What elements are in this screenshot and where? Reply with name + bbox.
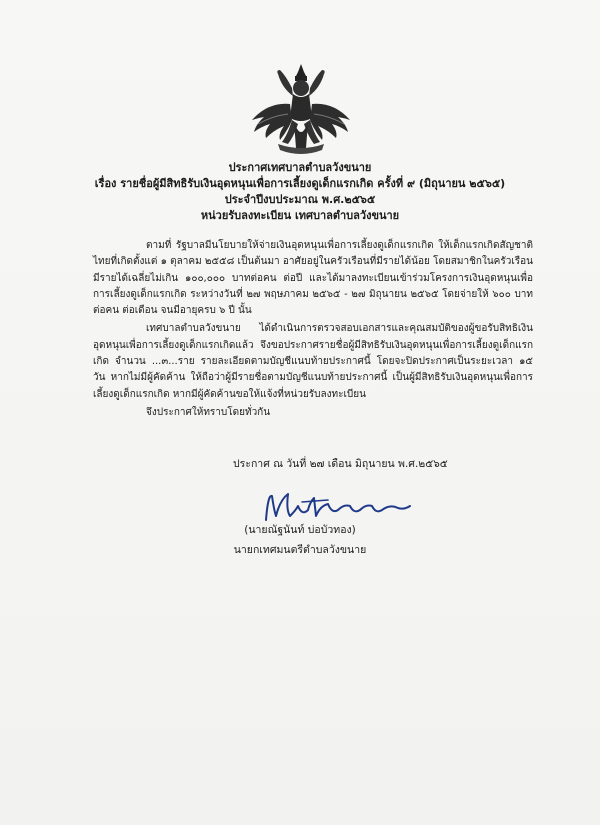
paragraph-2-text: เทศบาลตำบลวังขนาย ได้ดำเนินการตรวจสอบเอกสารและคุณสมบัติของผู้ขอรับสิทธิเงินอุดหนุนเพื่อการเลี้ยงดูเด็กแรกเกิดแล้ว จึงขอประกาศรายชื่อผู้มีสิทธิรับเงินอุดหนุนเพื่อการเลี้ยงดูเด็กแรกเกิด จำนวน ...๓...ราย รายละเอียดตามบัญชีแนบท้ายประกาศนี้ โดยจะปิดประกาศเป็นระยะเวลา ๑๕ วัน หากไม่มีผู้คัดค้าน ให้ถือว่าผู้มีรายชื่อตามบัญชีแนบท้ายประกาศนี้ เป็นผู้มีสิทธิรับเงินอุดหนุนเพื่อการเลี้ยงดูเด็กแรกเกิด หากมีผู้คัดค้านขอให้แจ้งที่หน่วยรับลงทะเบียน (93, 323, 533, 400)
announcement-body (93, 238, 533, 421)
date-line: ประกาศ ณ วันที่ ๒๗ เดือน มิถุนายน พ.ศ.๒๕๖๕ (233, 458, 448, 470)
closing-text: จึงประกาศให้ทราบโดยทั่วกัน (146, 406, 271, 418)
garuda-emblem (248, 62, 354, 158)
fiscal-year: ประจำปีงบประมาณ พ.ศ.๒๕๖๕ (224, 193, 376, 206)
signer-name: (นายณัฐนันท์ บ่อบัวทอง) (244, 524, 356, 536)
registration-unit: หน่วยรับลงทะเบียน เทศบาลตำบลวังขนาย (200, 209, 400, 222)
announcement-title: ประกาศเทศบาลตำบลวังขนาย (228, 161, 372, 174)
body-paragraph (93, 321, 533, 402)
paragraph-1-text: ตามที่ รัฐบาลมีนโยบายให้จ่ายเงินอุดหนุนเพื่อการเลี้ยงดูเด็กแรกเกิด ให้เด็กแรกเกิดสัญชาติไทยที่เกิดตั้งแต่ ๑ ตุลาคม ๒๕๕๘ เป็นต้นมา อาศัยอยู่ในครัวเรือนที่มีรายได้น้อย โดยสมาชิกในครัวเรือนมีรายได้เฉลี่ยไม่เกิน ๑๐๐,๐๐๐ บาทต่อคน ต่อปี และได้มาลงทะเบียนเข้าร่วมโครงการเงินอุดหนุนเพื่อการเลี้ยงดูเด็กแรกเกิด ระหว่างวันที่ ๒๗ พฤษภาคม ๒๕๖๕ - ๒๗ มิถุนายน ๒๕๖๕ โดยจ่ายให้ ๖๐๐ บาท ต่อคน ต่อเดือน จนมีอายุครบ ๖ ปี นั้น (93, 240, 533, 317)
signer-position: นายกเทศมนตรีตำบลวังขนาย (233, 544, 367, 556)
document-header (0, 160, 600, 224)
body-paragraph (93, 238, 533, 319)
announcement-subject: เรื่อง รายชื่อผู้มีสิทธิรับเงินอุดหนุนเพื่อการเลี้ยงดูเด็กแรกเกิด ครั้งที่ ๙ (มิถุนายน ๒๕๖๕) (94, 177, 506, 190)
closing-statement (93, 405, 533, 421)
